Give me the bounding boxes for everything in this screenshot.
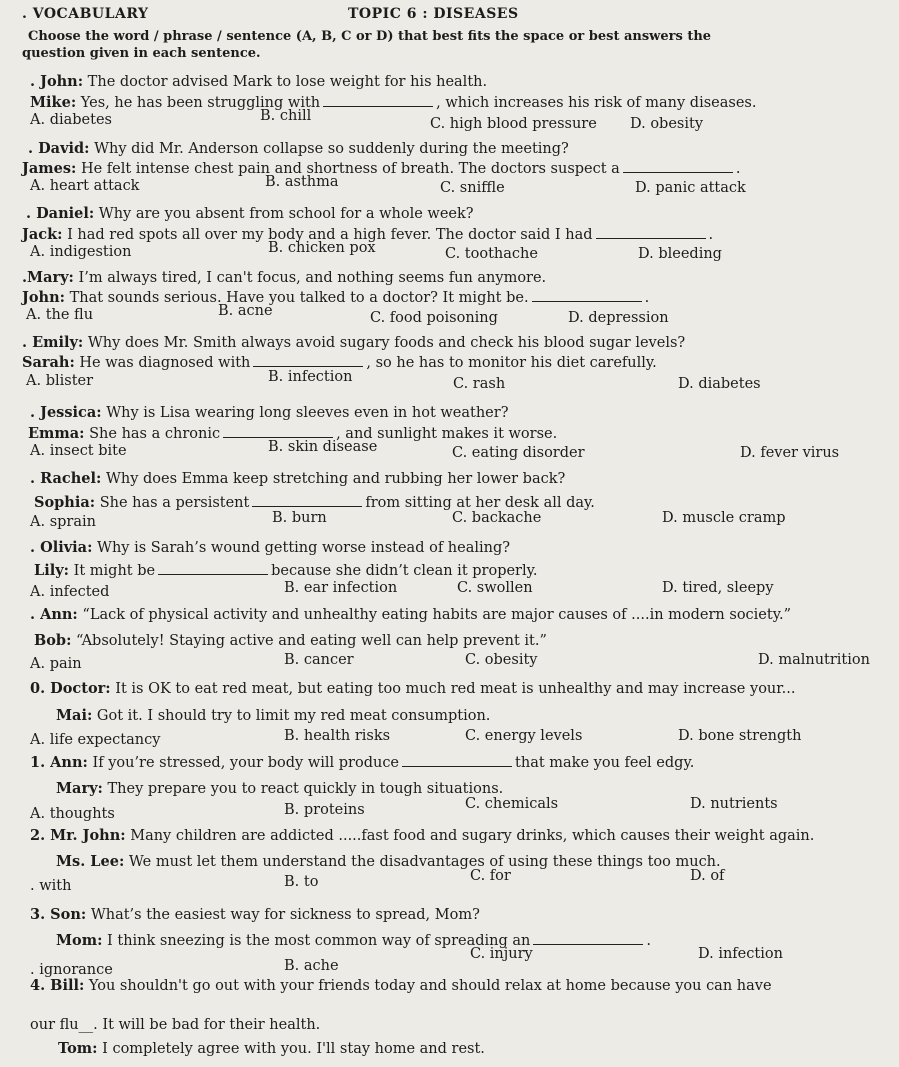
answer-blank[interactable] (253, 354, 363, 367)
question-3-line-1 (26, 205, 474, 223)
speaker-name: 4. Bill: (30, 977, 85, 994)
question-14-line-1 (30, 977, 772, 995)
speaker-name: . John: (30, 73, 84, 90)
question-12-line-1 (30, 827, 814, 845)
question-1-option-b[interactable]: B. chill (260, 108, 312, 124)
speaker-name: 3. Son: (30, 906, 87, 923)
instruction-line-1: Choose the word / phrase / sentence (A, B, C or D) that best fits the space or best answers the (28, 29, 712, 44)
question-4-option-d[interactable]: D. depression (568, 310, 669, 326)
question-11-option-d[interactable]: D. nutrients (690, 796, 778, 812)
speaker-name: . Emily: (22, 334, 84, 351)
answer-blank[interactable] (532, 289, 642, 302)
question-11-option-c[interactable]: C. chemicals (465, 796, 559, 812)
question-8-line-2 (34, 562, 538, 580)
question-7-option-b[interactable]: B. burn (272, 510, 327, 526)
speaker-name: John: (22, 289, 65, 306)
speaker-name: . Rachel: (30, 470, 102, 487)
question-13-line-2 (56, 932, 651, 950)
answer-blank[interactable] (158, 562, 268, 575)
question-6-option-a[interactable]: A. insect bite (30, 443, 127, 459)
speaker-name: Bob: (34, 632, 72, 649)
speaker-name: Tom: (58, 1040, 98, 1057)
question-3-option-d[interactable]: D. bleeding (638, 246, 722, 262)
question-1-line-2 (30, 94, 756, 112)
question-1-option-c[interactable]: C. high blood pressure (430, 116, 597, 132)
question-2-option-d[interactable]: D. panic attack (635, 180, 746, 196)
question-9-option-a[interactable]: A. pain (30, 656, 82, 672)
speaker-name: Jack: (22, 226, 63, 243)
dialogue-text: It might be (69, 563, 156, 579)
question-8-option-b[interactable]: B. ear infection (284, 580, 398, 596)
question-6-option-c[interactable]: C. eating disorder (452, 445, 585, 461)
answer-blank[interactable] (533, 932, 643, 945)
question-4-line-2 (22, 289, 649, 307)
question-10-option-d[interactable]: D. bone strength (678, 728, 802, 744)
question-5-line-1 (22, 334, 685, 352)
question-10-line-2 (56, 707, 490, 725)
dialogue-text-after-blank: that make you feel edgy. (515, 755, 695, 771)
question-14-line-3 (58, 1040, 485, 1058)
question-2-line-1 (28, 140, 569, 158)
speaker-name: Sophia: (34, 494, 96, 511)
question-9-option-b[interactable]: B. cancer (284, 652, 354, 668)
question-10-option-c[interactable]: C. energy levels (465, 728, 583, 744)
question-8-option-d[interactable]: D. tired, sleepy (662, 580, 774, 596)
dialogue-text: Why did Mr. Anderson collapse so suddenly during the meeting? (89, 141, 569, 157)
speaker-name: Sarah: (22, 354, 75, 371)
instruction-line-2: question given in each sentence. (22, 46, 261, 61)
question-13-line-1 (30, 906, 480, 924)
question-10-option-a[interactable]: A. life expectancy (30, 732, 161, 748)
speaker-name: Mike: (30, 94, 77, 111)
question-9-line-2 (34, 632, 547, 650)
question-5-option-b[interactable]: B. infection (268, 369, 353, 385)
question-1-option-d[interactable]: D. obesity (630, 116, 704, 132)
question-2-option-b[interactable]: B. asthma (265, 174, 339, 190)
dialogue-text: Why does Mr. Smith always avoid sugary foods and check his blood sugar levels? (83, 335, 686, 351)
dialogue-text-after-blank: . (735, 161, 741, 177)
question-2-option-c[interactable]: C. sniffle (440, 180, 505, 196)
dialogue-text-after-blank: , so he has to monitor his diet carefully. (366, 355, 657, 371)
dialogue-text-after-blank: from sitting at her desk all day. (365, 495, 595, 511)
question-5-option-d[interactable]: D. diabetes (678, 376, 761, 392)
question-10-line-1 (30, 680, 795, 698)
question-6-option-d[interactable]: D. fever virus (740, 445, 840, 461)
dialogue-text: Why is Sarah’s wound getting worse instead of healing? (92, 540, 511, 556)
dialogue-text: Yes, he has been struggling with (76, 95, 321, 111)
question-10-option-b[interactable]: B. health risks (284, 728, 391, 744)
question-12-line-2 (56, 853, 721, 871)
question-2-option-a[interactable]: A. heart attack (30, 178, 140, 194)
speaker-name: Ms. Lee: (56, 853, 125, 870)
question-6-option-b[interactable]: B. skin disease (268, 439, 378, 455)
answer-blank[interactable] (223, 425, 333, 438)
dialogue-text: What’s the easiest way for sickness to spread, Mom? (86, 907, 480, 923)
question-13-option-c[interactable]: C. injury (470, 946, 533, 962)
dialogue-text: You shouldn't go out with your friends today and should relax at home because you can have (84, 978, 772, 994)
speaker-name: 2. Mr. John: (30, 827, 126, 844)
section-heading: . VOCABULARY (22, 6, 149, 22)
question-14-line-2 (30, 1017, 320, 1034)
topic-heading: TOPIC 6 : DISEASES (348, 6, 519, 22)
question-13-option-b[interactable]: B. ache (284, 958, 339, 974)
dialogue-text: Many children are addicted .....fast food and sugary drinks, which causes their weight again. (125, 828, 815, 844)
question-12-option-a[interactable]: . with (30, 878, 72, 894)
dialogue-text: Why are you absent from school for a whole week? (94, 206, 474, 222)
speaker-name: .Mary: (22, 269, 74, 286)
dialogue-text: He felt intense chest pain and shortness of breath. The doctors suspect a (76, 161, 620, 177)
answer-blank[interactable] (623, 160, 733, 173)
speaker-name: . Daniel: (26, 205, 95, 222)
question-13-option-a[interactable]: . ignorance (30, 962, 113, 978)
question-5-option-a[interactable]: A. blister (26, 373, 94, 389)
question-9-line-1 (30, 606, 791, 624)
question-12-option-d[interactable]: D. of (690, 868, 725, 884)
question-9-option-c[interactable]: C. obesity (465, 652, 538, 668)
question-11-option-b[interactable]: B. proteins (284, 802, 365, 818)
question-5-option-c[interactable]: C. rash (453, 376, 506, 392)
dialogue-text: “Lack of physical activity and unhealthy eating habits are major causes of ....in modern society.” (77, 607, 792, 623)
dialogue-text: Why is Lisa wearing long sleeves even in hot weather? (101, 405, 509, 421)
dialogue-text: That sounds serious. Have you talked to a doctor? It might be. (64, 290, 529, 306)
question-8-option-c[interactable]: C. swollen (457, 580, 533, 596)
answer-blank[interactable] (323, 94, 433, 107)
question-3-option-b[interactable]: B. chicken pox (268, 240, 376, 256)
question-4-option-a[interactable]: A. the flu (26, 307, 94, 323)
speaker-name: . Olivia: (30, 539, 93, 556)
question-6-line-1 (30, 404, 508, 422)
speaker-name: James: (22, 160, 77, 177)
dialogue-text: He was diagnosed with (74, 355, 251, 371)
question-7-option-c[interactable]: C. backache (452, 510, 542, 526)
dialogue-text: If you’re stressed, your body will produce (87, 755, 400, 771)
dialogue-text: I completely agree with you. I'll stay home and rest. (97, 1041, 485, 1057)
dialogue-text: The doctor advised Mark to lose weight for his health. (83, 74, 488, 90)
question-3-option-c[interactable]: C. toothache (445, 246, 538, 262)
dialogue-text: She has a persistent (95, 495, 250, 511)
answer-blank[interactable] (402, 754, 512, 767)
question-11-line-2 (56, 780, 503, 798)
question-2-line-2 (22, 160, 740, 178)
speaker-name: Emma: (28, 425, 85, 442)
speaker-name: Mai: (56, 707, 93, 724)
dialogue-text-after-blank: . (646, 933, 651, 949)
dialogue-text-after-blank: . (644, 290, 650, 306)
answer-blank[interactable] (252, 494, 362, 507)
speaker-name: . Ann: (30, 606, 78, 623)
dialogue-text-after-blank: . (708, 227, 714, 243)
question-11-option-a[interactable]: A. thoughts (30, 806, 115, 822)
dialogue-text: Got it. I should try to limit my red meat consumption. (92, 708, 491, 724)
dialogue-text-after-blank: , which increases his risk of many diseases. (436, 95, 757, 111)
dialogue-text: Why does Emma keep stretching and rubbing her lower back? (101, 471, 566, 487)
dialogue-text: “Absolutely! Staying active and eating well can help prevent it.” (71, 633, 547, 649)
speaker-name: 1. Ann: (30, 754, 88, 771)
speaker-name: 0. Doctor: (30, 680, 111, 697)
answer-blank[interactable] (596, 226, 706, 239)
question-7-option-a[interactable]: A. sprain (30, 514, 96, 530)
dialogue-text: She has a chronic (84, 426, 221, 442)
dialogue-text: We must let them understand the disadvantages of using these things too much. (124, 854, 721, 870)
question-1-option-a[interactable]: A. diabetes (30, 112, 112, 128)
dialogue-text-after-blank: because she didn’t clean it properly. (271, 563, 538, 579)
dialogue-text: I’m always tired, I can't focus, and nothing seems fun anymore. (73, 270, 547, 286)
question-8-option-a[interactable]: A. infected (30, 584, 110, 600)
question-4-option-b[interactable]: B. acne (218, 303, 273, 319)
question-4-option-c[interactable]: C. food poisoning (370, 310, 498, 326)
dialogue-text-after-blank: , and sunlight makes it worse. (336, 426, 558, 442)
dialogue-text: They prepare you to react quickly in tough situations. (102, 781, 504, 797)
question-12-option-b[interactable]: B. to (284, 874, 319, 890)
question-13-option-d[interactable]: D. infection (698, 946, 783, 962)
dialogue-text: I had red spots all over my body and a high fever. The doctor said I had (62, 227, 593, 243)
question-12-option-c[interactable]: C. for (470, 868, 511, 884)
dialogue-text: I think sneezing is the most common way of spreading an (102, 933, 531, 949)
dialogue-text: It is OK to eat red meat, but eating too much red meat is unhealthy and may increase your... (110, 681, 796, 697)
question-4-line-1 (22, 269, 546, 287)
question-9-option-d[interactable]: D. malnutrition (758, 652, 870, 668)
question-1-line-1 (30, 73, 487, 91)
speaker-name: . Jessica: (30, 404, 102, 421)
speaker-name: Lily: (34, 562, 69, 579)
speaker-name: Mom: (56, 932, 103, 949)
speaker-name: . David: (28, 140, 90, 157)
question-11-line-1 (30, 754, 694, 772)
dialogue-text: our flu__. It will be bad for their health. (30, 1017, 321, 1033)
question-3-option-a[interactable]: A. indigestion (30, 244, 132, 260)
question-7-option-d[interactable]: D. muscle cramp (662, 510, 786, 526)
question-7-line-1 (30, 470, 565, 488)
speaker-name: Mary: (56, 780, 103, 797)
question-8-line-1 (30, 539, 510, 557)
